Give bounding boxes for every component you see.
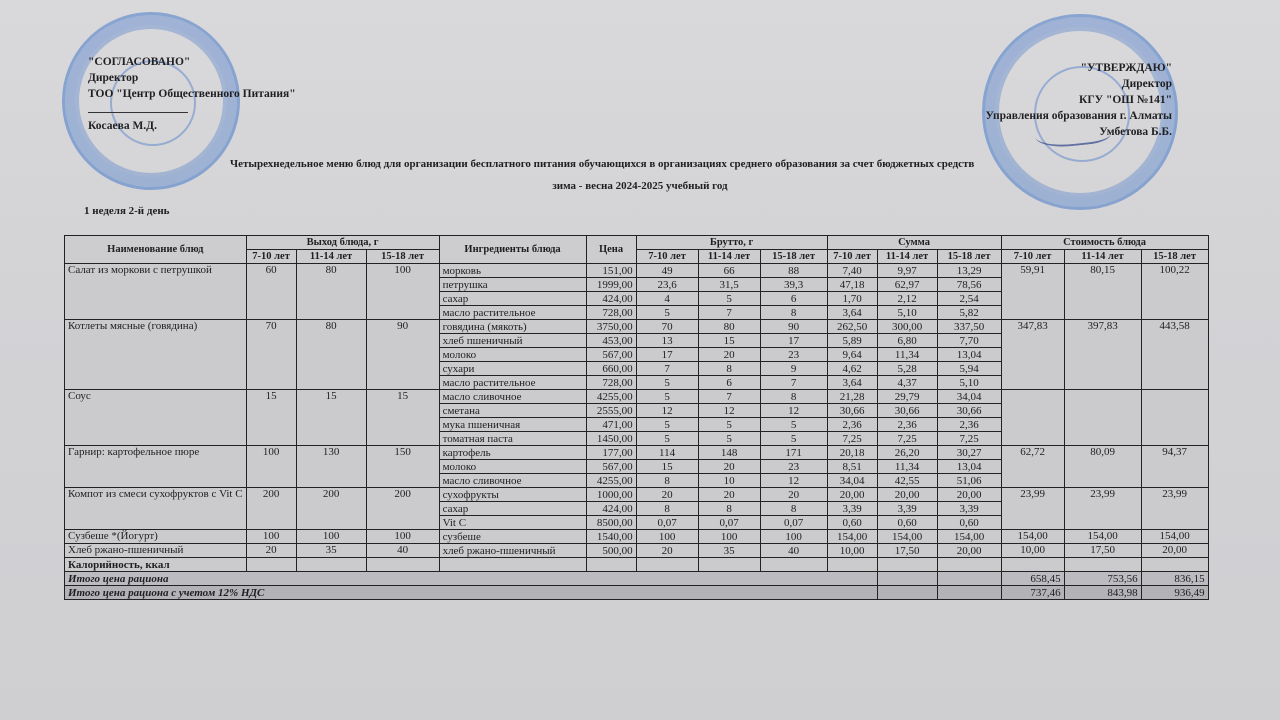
calories-cell xyxy=(877,558,937,572)
ingredient-sum: 20,00 xyxy=(937,544,1001,558)
dish-yield: 200 xyxy=(296,488,366,530)
approval-block-right xyxy=(986,60,1172,140)
ingredient-brutto: 8 xyxy=(636,474,698,488)
ingredient-name: молоко xyxy=(439,460,586,474)
ingredient-brutto: 8 xyxy=(698,362,760,376)
total-label: Итого цена рациона xyxy=(65,572,878,586)
header-age: 7-10 лет xyxy=(636,250,698,264)
ingredient-name: томатная паста xyxy=(439,432,586,446)
dish-cost: 17,50 xyxy=(1064,544,1141,558)
ingredient-price: 500,00 xyxy=(586,544,636,558)
total-value: 753,56 xyxy=(1064,572,1141,586)
ingredient-sum: 62,97 xyxy=(877,278,937,292)
ingredient-price: 567,00 xyxy=(586,348,636,362)
dish-name: Соус xyxy=(65,390,247,446)
header-age: 15-18 лет xyxy=(937,250,1001,264)
ingredient-sum: 13,04 xyxy=(937,348,1001,362)
ingredient-sum: 4,62 xyxy=(827,362,877,376)
ingredient-sum: 0,60 xyxy=(937,516,1001,530)
ingredient-sum: 78,56 xyxy=(937,278,1001,292)
ingredient-sum: 262,50 xyxy=(827,320,877,334)
ingredient-price: 471,00 xyxy=(586,418,636,432)
ingredient-sum: 7,40 xyxy=(827,264,877,278)
ingredient-brutto: 17 xyxy=(760,334,827,348)
approval-role: Директор xyxy=(1121,78,1172,90)
ingredient-sum: 9,97 xyxy=(877,264,937,278)
ingredient-name: масло сливочное xyxy=(439,474,586,488)
ingredient-brutto: 5 xyxy=(636,432,698,446)
ingredient-sum: 34,04 xyxy=(937,390,1001,404)
calories-cell xyxy=(827,558,877,572)
dish-cost: 100,22 xyxy=(1141,264,1208,320)
ingredient-name: сухофрукты xyxy=(439,488,586,502)
dish-cost: 23,99 xyxy=(1001,488,1064,530)
calories-cell xyxy=(439,558,586,572)
table-row xyxy=(65,320,1209,334)
total-value: 843,98 xyxy=(1064,586,1141,600)
ingredient-brutto: 100 xyxy=(760,530,827,544)
ingredient-sum: 34,04 xyxy=(827,474,877,488)
total-row xyxy=(65,572,1209,586)
ingredient-brutto: 5 xyxy=(636,418,698,432)
ingredient-sum: 30,66 xyxy=(937,404,1001,418)
ingredient-price: 453,00 xyxy=(586,334,636,348)
ingredient-sum: 2,36 xyxy=(877,418,937,432)
dish-cost: 80,09 xyxy=(1064,446,1141,488)
dish-cost xyxy=(1141,390,1208,446)
document-title: Четырехнедельное меню блюд для организации бесплатного питания обучающихся в организациях среднего образования за счет бюджетных средств xyxy=(230,158,975,170)
ingredient-sum: 30,27 xyxy=(937,446,1001,460)
dish-yield: 150 xyxy=(366,446,439,488)
total-value: 737,46 xyxy=(1001,586,1064,600)
ingredient-name: сахар xyxy=(439,292,586,306)
ingredient-sum: 26,20 xyxy=(877,446,937,460)
total-empty xyxy=(877,572,937,586)
ingredient-sum: 5,82 xyxy=(937,306,1001,320)
dish-name: Гарнир: картофельное пюре xyxy=(65,446,247,488)
ingredient-brutto: 5 xyxy=(760,432,827,446)
ingredient-brutto: 12 xyxy=(760,474,827,488)
ingredient-brutto: 20 xyxy=(698,348,760,362)
header-age: 7-10 лет xyxy=(1001,250,1064,264)
ingredient-brutto: 8 xyxy=(760,306,827,320)
ingredient-brutto: 20 xyxy=(636,488,698,502)
total-vat-row xyxy=(65,586,1209,600)
ingredient-sum: 9,64 xyxy=(827,348,877,362)
ingredient-sum: 51,06 xyxy=(937,474,1001,488)
ingredient-sum: 1,70 xyxy=(827,292,877,306)
ingredient-name: говядина (мякоть) xyxy=(439,320,586,334)
ingredient-sum: 5,10 xyxy=(877,306,937,320)
dish-yield: 200 xyxy=(246,488,296,530)
dish-yield: 15 xyxy=(366,390,439,446)
dish-yield: 15 xyxy=(246,390,296,446)
ingredient-name: масло сливочное xyxy=(439,390,586,404)
ingredient-sum: 13,29 xyxy=(937,264,1001,278)
calories-cell xyxy=(636,558,698,572)
ingredient-sum: 11,34 xyxy=(877,460,937,474)
ingredient-brutto: 5 xyxy=(698,432,760,446)
ingredient-price: 424,00 xyxy=(586,292,636,306)
ingredient-brutto: 100 xyxy=(636,530,698,544)
dish-cost xyxy=(1001,390,1064,446)
ingredient-sum: 2,36 xyxy=(937,418,1001,432)
ingredient-name: морковь xyxy=(439,264,586,278)
dish-name: Котлеты мясные (говядина) xyxy=(65,320,247,390)
ingredient-brutto: 5 xyxy=(636,376,698,390)
ingredient-sum: 7,25 xyxy=(827,432,877,446)
dish-name: Салат из моркови с петрушкой xyxy=(65,264,247,320)
ingredient-brutto: 171 xyxy=(760,446,827,460)
header-sum: Сумма xyxy=(827,236,1001,250)
ingredient-brutto: 49 xyxy=(636,264,698,278)
ingredient-brutto: 23 xyxy=(760,348,827,362)
header-yield: Выход блюда, г xyxy=(246,236,439,250)
ingredient-sum: 0,60 xyxy=(827,516,877,530)
ingredient-sum: 3,39 xyxy=(877,502,937,516)
dish-cost: 347,83 xyxy=(1001,320,1064,390)
ingredient-brutto: 15 xyxy=(636,460,698,474)
approval-dept: Управления образования г. Алматы xyxy=(985,110,1172,122)
ingredient-sum: 11,34 xyxy=(877,348,937,362)
ingredient-brutto: 148 xyxy=(698,446,760,460)
ingredient-price: 660,00 xyxy=(586,362,636,376)
ingredient-sum: 8,51 xyxy=(827,460,877,474)
ingredient-name: молоко xyxy=(439,348,586,362)
header-age: 11-14 лет xyxy=(877,250,937,264)
ingredient-name: сузбеше xyxy=(439,530,586,544)
dish-yield: 60 xyxy=(246,264,296,320)
calories-cell xyxy=(1001,558,1064,572)
ingredient-brutto: 20 xyxy=(698,460,760,474)
ingredient-sum: 3,64 xyxy=(827,306,877,320)
ingredient-price: 8500,00 xyxy=(586,516,636,530)
dish-yield: 200 xyxy=(366,488,439,530)
ingredient-brutto: 20 xyxy=(760,488,827,502)
ingredient-sum: 42,55 xyxy=(877,474,937,488)
ingredient-price: 177,00 xyxy=(586,446,636,460)
dish-cost: 443,58 xyxy=(1141,320,1208,390)
ingredient-sum: 30,66 xyxy=(827,404,877,418)
header-age: 15-18 лет xyxy=(760,250,827,264)
approval-name: Умбетова Б.Б. xyxy=(1099,126,1172,138)
calories-cell xyxy=(1064,558,1141,572)
ingredient-sum: 0,60 xyxy=(877,516,937,530)
day-label: 1 неделя 2-й день xyxy=(84,205,170,217)
ingredient-price: 2555,00 xyxy=(586,404,636,418)
ingredient-sum: 30,66 xyxy=(877,404,937,418)
dish-cost: 94,37 xyxy=(1141,446,1208,488)
ingredient-price: 151,00 xyxy=(586,264,636,278)
ingredient-brutto: 90 xyxy=(760,320,827,334)
menu-table-body xyxy=(65,264,1209,600)
ingredient-price: 567,00 xyxy=(586,460,636,474)
header-age: 11-14 лет xyxy=(296,250,366,264)
dish-cost: 23,99 xyxy=(1141,488,1208,530)
ingredient-sum: 154,00 xyxy=(937,530,1001,544)
ingredient-sum: 6,80 xyxy=(877,334,937,348)
ingredient-brutto: 5 xyxy=(698,292,760,306)
ingredient-price: 728,00 xyxy=(586,376,636,390)
ingredient-sum: 29,79 xyxy=(877,390,937,404)
ingredient-brutto: 7 xyxy=(698,306,760,320)
ingredient-brutto: 6 xyxy=(698,376,760,390)
ingredient-sum: 2,12 xyxy=(877,292,937,306)
header-cost: Стоимость блюда xyxy=(1001,236,1208,250)
ingredient-sum: 3,39 xyxy=(827,502,877,516)
ingredient-sum: 5,94 xyxy=(937,362,1001,376)
ingredient-brutto: 7 xyxy=(760,376,827,390)
ingredient-brutto: 4 xyxy=(636,292,698,306)
total-empty xyxy=(937,572,1001,586)
header-age: 11-14 лет xyxy=(1064,250,1141,264)
ingredient-brutto: 8 xyxy=(636,502,698,516)
dish-cost: 154,00 xyxy=(1141,530,1208,544)
ingredient-brutto: 5 xyxy=(636,390,698,404)
ingredient-sum: 17,50 xyxy=(877,544,937,558)
ingredient-brutto: 23 xyxy=(760,460,827,474)
approval-heading: "УТВЕРЖДАЮ" xyxy=(1080,62,1172,74)
ingredient-sum: 5,89 xyxy=(827,334,877,348)
total-value: 936,49 xyxy=(1141,586,1208,600)
ingredient-brutto: 114 xyxy=(636,446,698,460)
ingredient-brutto: 66 xyxy=(698,264,760,278)
ingredient-sum: 5,10 xyxy=(937,376,1001,390)
calories-row xyxy=(65,558,1209,572)
dish-cost xyxy=(1064,390,1141,446)
dish-yield: 100 xyxy=(296,530,366,544)
dish-cost: 154,00 xyxy=(1064,530,1141,544)
ingredient-brutto: 40 xyxy=(760,544,827,558)
ingredient-sum: 10,00 xyxy=(827,544,877,558)
ingredient-sum: 337,50 xyxy=(937,320,1001,334)
total-label: Итого цена рациона с учетом 12% НДС xyxy=(65,586,878,600)
dish-yield: 100 xyxy=(366,264,439,320)
document-subtitle: зима - весна 2024-2025 учебный год xyxy=(552,180,728,192)
dish-name: Компот из смеси сухофруктов с Vit C xyxy=(65,488,247,530)
ingredient-brutto: 5 xyxy=(760,418,827,432)
table-row xyxy=(65,264,1209,278)
dish-cost: 59,91 xyxy=(1001,264,1064,320)
calories-cell xyxy=(246,558,296,572)
dish-cost: 23,99 xyxy=(1064,488,1141,530)
ingredient-brutto: 17 xyxy=(636,348,698,362)
ingredient-brutto: 8 xyxy=(760,390,827,404)
table-row xyxy=(65,544,1209,558)
ingredient-brutto: 80 xyxy=(698,320,760,334)
approval-role: Директор xyxy=(88,72,139,84)
ingredient-brutto: 12 xyxy=(760,404,827,418)
header-age: 11-14 лет xyxy=(698,250,760,264)
ingredient-price: 4255,00 xyxy=(586,474,636,488)
ingredient-brutto: 7 xyxy=(698,390,760,404)
table-row xyxy=(65,390,1209,404)
calories-cell xyxy=(760,558,827,572)
dish-cost: 80,15 xyxy=(1064,264,1141,320)
total-value: 836,15 xyxy=(1141,572,1208,586)
ingredient-sum: 4,37 xyxy=(877,376,937,390)
approval-block-left xyxy=(88,54,296,134)
ingredient-brutto: 5 xyxy=(636,306,698,320)
ingredient-brutto: 9 xyxy=(760,362,827,376)
ingredient-price: 728,00 xyxy=(586,306,636,320)
ingredient-name: хлеб ржано-пшеничный xyxy=(439,544,586,558)
ingredient-price: 1450,00 xyxy=(586,432,636,446)
ingredient-brutto: 31,5 xyxy=(698,278,760,292)
ingredient-sum: 154,00 xyxy=(827,530,877,544)
ingredient-brutto: 12 xyxy=(698,404,760,418)
ingredient-sum: 47,18 xyxy=(827,278,877,292)
ingredient-name: сахар xyxy=(439,502,586,516)
table-row xyxy=(65,488,1209,502)
calories-cell xyxy=(366,558,439,572)
dish-yield: 130 xyxy=(296,446,366,488)
ingredient-sum: 2,54 xyxy=(937,292,1001,306)
dish-yield: 100 xyxy=(246,446,296,488)
ingredient-brutto: 0,07 xyxy=(698,516,760,530)
ingredient-brutto: 20 xyxy=(698,488,760,502)
header-age: 15-18 лет xyxy=(366,250,439,264)
ingredient-sum: 7,70 xyxy=(937,334,1001,348)
approval-name: Косаева М.Д. xyxy=(88,120,157,132)
ingredient-brutto: 13 xyxy=(636,334,698,348)
ingredient-brutto: 88 xyxy=(760,264,827,278)
ingredient-price: 424,00 xyxy=(586,502,636,516)
ingredient-name: хлеб пшеничный xyxy=(439,334,586,348)
calories-cell xyxy=(698,558,760,572)
calories-cell xyxy=(296,558,366,572)
header-age: 7-10 лет xyxy=(827,250,877,264)
ingredient-sum: 5,28 xyxy=(877,362,937,376)
signature-line xyxy=(88,102,188,113)
ingredient-price: 1540,00 xyxy=(586,530,636,544)
ingredient-brutto: 7 xyxy=(636,362,698,376)
ingredient-name: сметана xyxy=(439,404,586,418)
ingredient-name: масло растительное xyxy=(439,376,586,390)
ingredient-name: Vit C xyxy=(439,516,586,530)
dish-cost: 397,83 xyxy=(1064,320,1141,390)
dish-yield: 100 xyxy=(366,530,439,544)
ingredient-brutto: 8 xyxy=(760,502,827,516)
total-empty xyxy=(877,586,937,600)
ingredient-sum: 2,36 xyxy=(827,418,877,432)
dish-yield: 100 xyxy=(246,530,296,544)
dish-yield: 70 xyxy=(246,320,296,390)
ingredient-sum: 20,00 xyxy=(827,488,877,502)
ingredient-brutto: 39,3 xyxy=(760,278,827,292)
header-age: 7-10 лет xyxy=(246,250,296,264)
ingredient-name: сухари xyxy=(439,362,586,376)
ingredient-brutto: 23,6 xyxy=(636,278,698,292)
dish-cost: 62,72 xyxy=(1001,446,1064,488)
calories-cell xyxy=(937,558,1001,572)
header-dish-name: Наименование блюд xyxy=(65,236,247,264)
approval-org: КГУ "ОШ №141" xyxy=(1079,94,1172,106)
total-empty xyxy=(937,586,1001,600)
table-row xyxy=(65,530,1209,544)
dish-cost: 154,00 xyxy=(1001,530,1064,544)
ingredient-sum: 300,00 xyxy=(877,320,937,334)
calories-cell xyxy=(1141,558,1208,572)
ingredient-sum: 20,18 xyxy=(827,446,877,460)
header-price: Цена xyxy=(586,236,636,264)
ingredient-price: 1999,00 xyxy=(586,278,636,292)
ingredient-brutto: 12 xyxy=(636,404,698,418)
ingredient-brutto: 8 xyxy=(698,502,760,516)
ingredient-sum: 3,64 xyxy=(827,376,877,390)
ingredient-brutto: 10 xyxy=(698,474,760,488)
ingredient-sum: 7,25 xyxy=(877,432,937,446)
dish-yield: 80 xyxy=(296,264,366,320)
ingredient-brutto: 20 xyxy=(636,544,698,558)
ingredient-price: 4255,00 xyxy=(586,390,636,404)
ingredient-brutto: 0,07 xyxy=(636,516,698,530)
ingredient-price: 3750,00 xyxy=(586,320,636,334)
dish-cost: 10,00 xyxy=(1001,544,1064,558)
ingredient-price: 1000,00 xyxy=(586,488,636,502)
ingredient-sum: 154,00 xyxy=(877,530,937,544)
ingredient-brutto: 15 xyxy=(698,334,760,348)
dish-yield: 40 xyxy=(366,544,439,558)
ingredient-brutto: 70 xyxy=(636,320,698,334)
header-brutto: Брутто, г xyxy=(636,236,827,250)
header-ingredients: Ингредиенты блюда xyxy=(439,236,586,264)
dish-yield: 80 xyxy=(296,320,366,390)
ingredient-sum: 20,00 xyxy=(937,488,1001,502)
ingredient-sum: 20,00 xyxy=(877,488,937,502)
dish-name: Хлеб ржано-пшеничный xyxy=(65,544,247,558)
dish-name: Сузбеше *(Йогурт) xyxy=(65,530,247,544)
header-age: 15-18 лет xyxy=(1141,250,1208,264)
dish-yield: 15 xyxy=(296,390,366,446)
ingredient-name: мука пшеничная xyxy=(439,418,586,432)
ingredient-brutto: 100 xyxy=(698,530,760,544)
menu-table xyxy=(64,235,1209,600)
calories-label: Калорийность, ккал xyxy=(65,558,247,572)
ingredient-sum: 21,28 xyxy=(827,390,877,404)
approval-org: ТОО "Центр Общественного Питания" xyxy=(88,88,296,100)
ingredient-brutto: 0,07 xyxy=(760,516,827,530)
ingredient-name: картофель xyxy=(439,446,586,460)
ingredient-name: петрушка xyxy=(439,278,586,292)
ingredient-name: масло растительное xyxy=(439,306,586,320)
approval-heading: "СОГЛАСОВАНО" xyxy=(88,56,191,68)
ingredient-sum: 7,25 xyxy=(937,432,1001,446)
ingredient-brutto: 6 xyxy=(760,292,827,306)
table-row xyxy=(65,446,1209,460)
ingredient-brutto: 5 xyxy=(698,418,760,432)
total-value: 658,45 xyxy=(1001,572,1064,586)
ingredient-sum: 3,39 xyxy=(937,502,1001,516)
calories-cell xyxy=(586,558,636,572)
dish-yield: 20 xyxy=(246,544,296,558)
dish-yield: 35 xyxy=(296,544,366,558)
ingredient-brutto: 35 xyxy=(698,544,760,558)
ingredient-sum: 13,04 xyxy=(937,460,1001,474)
dish-cost: 20,00 xyxy=(1141,544,1208,558)
dish-yield: 90 xyxy=(366,320,439,390)
